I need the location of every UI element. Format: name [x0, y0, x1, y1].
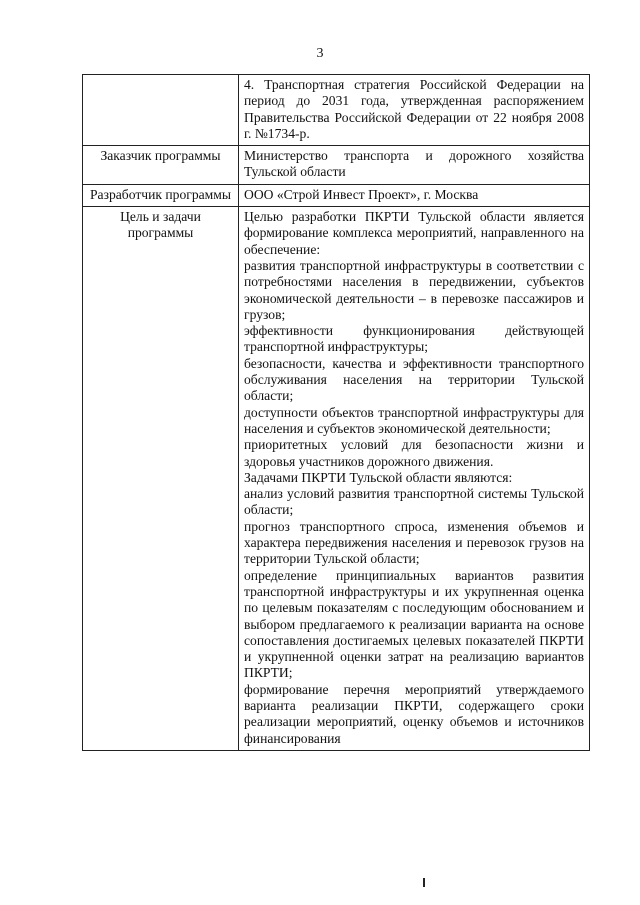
value-paragraph: Министерство транспорта и дорожного хозяйства Тульской области — [244, 148, 584, 180]
row-value — [239, 146, 590, 185]
row-value — [239, 207, 590, 751]
value-paragraph: Целью разработки ПКРТИ Тульской области является формирование комплекса мероприятий, направленного на обеспечение: — [244, 209, 584, 257]
value-paragraph: Задачами ПКРТИ Тульской области являются: — [244, 469, 513, 485]
table-row — [83, 207, 590, 751]
value-paragraph: анализ условий развития транспортной системы Тульской области; — [244, 486, 584, 518]
row-label: Заказчик программы — [83, 146, 239, 185]
row-label — [83, 75, 239, 146]
value-paragraph: прогноз транспортного спроса, изменения объемов и характера передвижения населения и перевозок грузов на территории Тульской области; — [244, 518, 584, 567]
table-row — [83, 184, 590, 206]
page-number: 3 — [316, 46, 324, 61]
value-paragraph: безопасности, качества и эффективности транспортного обслуживания населения на территории Тульской области; — [244, 355, 584, 404]
value-paragraph: определение принципиальных вариантов развития транспортной инфраструктуры и их укрупненная оценка по целевым показателям с последующим обоснованием и выбором предлагаемого к реализации варианта на основе сопоставления достигаемых целевых показателей ПКРТИ и укрупненной оценки затрат на реализацию вариантов ПКРТИ; — [244, 567, 584, 681]
row-label: Разработчик программы — [83, 184, 239, 206]
row-value — [239, 75, 590, 146]
row-label: Цель и задачи программы — [83, 207, 239, 751]
value-paragraph: эффективности функционирования действующей транспортной инфраструктуры; — [244, 323, 584, 355]
table-row — [83, 146, 590, 185]
value-paragraph: приоритетных условий для безопасности жизни и здоровья участников дорожного движения. — [244, 437, 584, 469]
scan-mark — [423, 878, 425, 887]
value-paragraph: ООО «Строй Инвест Проект», г. Москва — [244, 186, 479, 202]
table-row — [83, 75, 590, 146]
value-paragraph: 4. Транспортная стратегия Российской Федерации на период до 2031 года, утвержденная распоряжением Правительства Российской Федерации от 22 ноября 2008 г. №1734-р. — [244, 77, 584, 141]
value-paragraph: формирование перечня мероприятий утверждаемого варианта реализации ПКРТИ, содержащего сроки реализации мероприятий, оценку объемов и источников финансирования — [244, 681, 584, 746]
value-paragraph: доступности объектов транспортной инфраструктуры для населения и субъектов экономической деятельности; — [244, 404, 584, 436]
row-value — [239, 184, 590, 206]
value-paragraph: развития транспортной инфраструктуры в соответствии с потребностями населения в передвижении, субъектов экономической деятельности – в перевозке пассажиров и грузов; — [244, 257, 584, 322]
program-passport-table — [82, 74, 590, 751]
